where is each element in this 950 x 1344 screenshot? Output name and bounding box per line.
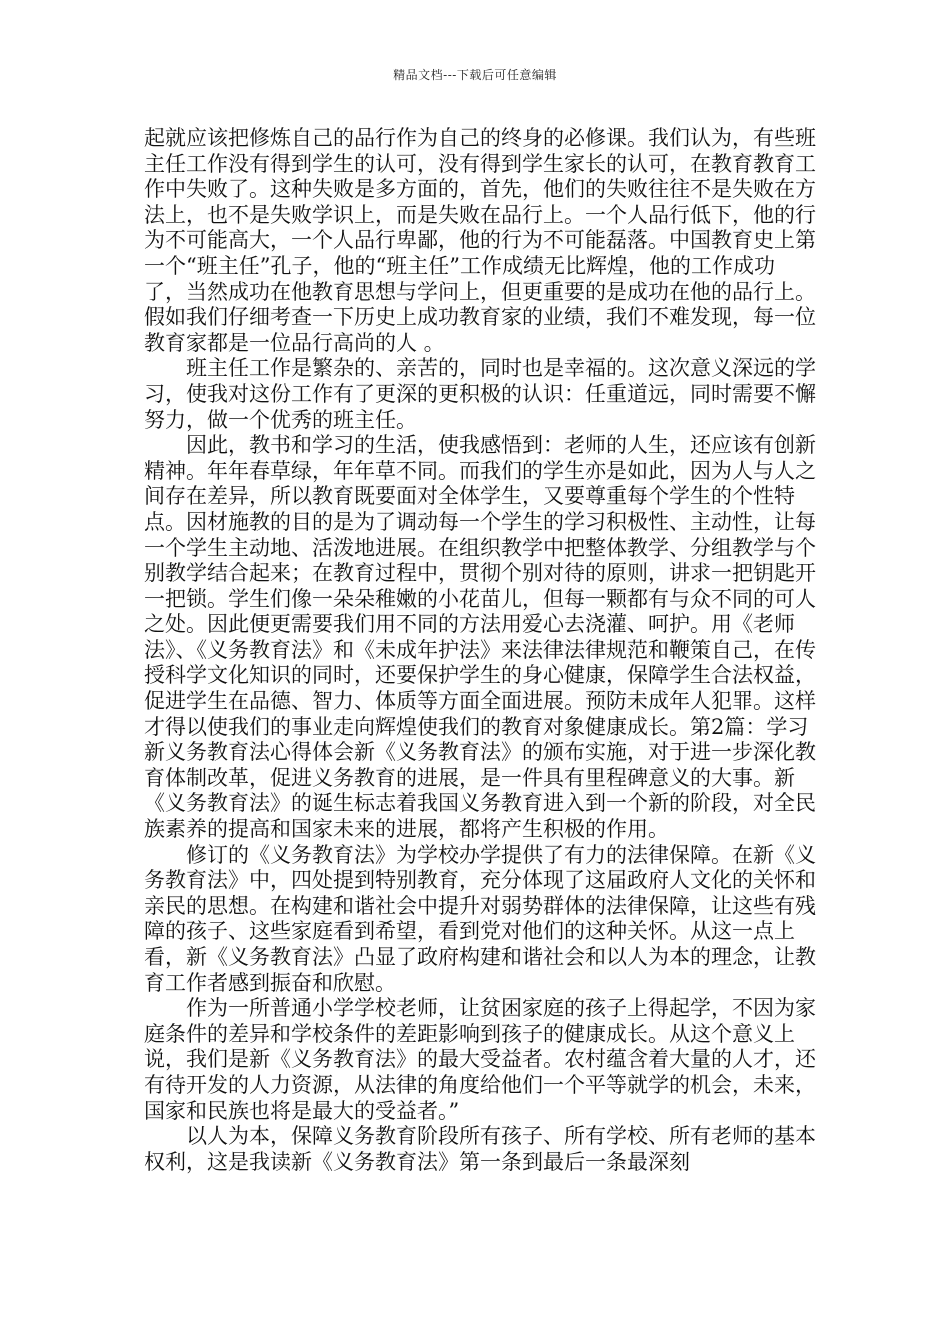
paragraph-5: 作为一所普通小学学校老师，让贫困家庭的孩子上得起学，不因为家庭条件的差异和学校条件的差距影响到孩子的健康成长。从这个意义上说，我们是新《义务教育法》的最大受益者。农村蕴含着大量的人才，还有待开发的人力资源，从法律的角度给他们一个平等就学的机会，未来，国家和民族也将是最大的受益者。” (144, 996, 816, 1123)
paragraph-1: 起就应该把修炼自己的品行作为自己的终身的必修课。我们认为，有些班主任工作没有得到学生的认可，没有得到学生家长的认可，在教育教育工作中失败了。这种失败是多方面的，首先，他们的失败往往不是失败在方法上，也不是失败学识上，而是失败在品行上。一个人品行低下，他的行为不可能高大，一个人品行卑鄙，他的行为不可能磊落。中国教育史上第一个“班主任”孔子，他的“班主任”工作成绩无比辉煌，他的工作成功了，当然成功在他教育思想与学问上，但更重要的是成功在他的品行上。假如我们仔细考查一下历史上成功教育家的业绩，我们不难发现，每一位教育家都是一位品行高尚的人 。 (144, 126, 816, 355)
paragraph-4: 修订的《义务教育法》为学校办学提供了有力的法律保障。在新《义务教育法》中，四处提到特别教育，充分体现了这届政府人文化的关怀和亲民的思想。在构建和谐社会中提升对弱势群体的法律保障，让这些有残障的孩子、这些家庭看到希望，看到党对他们的这种关怀。从这一点上看，新《义务教育法》凸显了政府构建和谐社会和以人为本的理念，让教育工作者感到振奋和欣慰。 (144, 842, 816, 995)
paragraph-2: 班主任工作是繁杂的、亲苦的，同时也是幸福的。这次意义深远的学习，使我对这份工作有了更深的更积极的认识：任重道远，同时需要不懈努力，做一个优秀的班主任。 (144, 356, 816, 432)
document-body (144, 126, 816, 1175)
paragraph-3: 因此，教书和学习的生活，使我感悟到：老师的人生，还应该有创新精神。年年春草绿，年年草不同。而我们的学生亦是如此，因为人与人之间存在差异，所以教育既要面对全体学生，又要尊重每个学生的个性特点。因材施教的目的是为了调动每一个学生的学习积极性、主动性，让每一个学生主动地、活泼地进展。在组织教学中把整体教学、分组教学与个别教学结合起来；在教育过程中，贯彻个别对待的原则，讲求一把钥匙开一把锁。学生们像一朵朵稚嫩的小花苗儿，但每一颗都有与众不同的可人之处。因此便更需要我们用不同的方法用爱心去浇灌、呵护。用《老师法》、《义务教育法》和《未成年护法》来法律法律规范和鞭策自己，在传授科学文化知识的同时，还要保护学生的身心健康，保障学生合法权益，促进学生在品德、智力、体质等方面全面进展。预防未成年人犯罪。这样才得以使我们的事业走向辉煌使我们的教育对象健康成长。第2篇：学习新义务教育法心得体会新《义务教育法》的颁布实施，对于进一步深化教育体制改革，促进义务教育的进展，是一件具有里程碑意义的大事。新《义务教育法》的诞生标志着我国义务教育进入到一个新的阶段，对全民族素养的提高和国家未来的进展，都将产生积极的作用。 (144, 433, 816, 842)
page-header: 精品文档---下载后可任意编辑 (393, 68, 557, 82)
paragraph-6: 以人为本，保障义务教育阶段所有孩子、所有学校、所有老师的基本权利，这是我读新《义务教育法》第一条到最后一条最深刻 (144, 1124, 816, 1174)
